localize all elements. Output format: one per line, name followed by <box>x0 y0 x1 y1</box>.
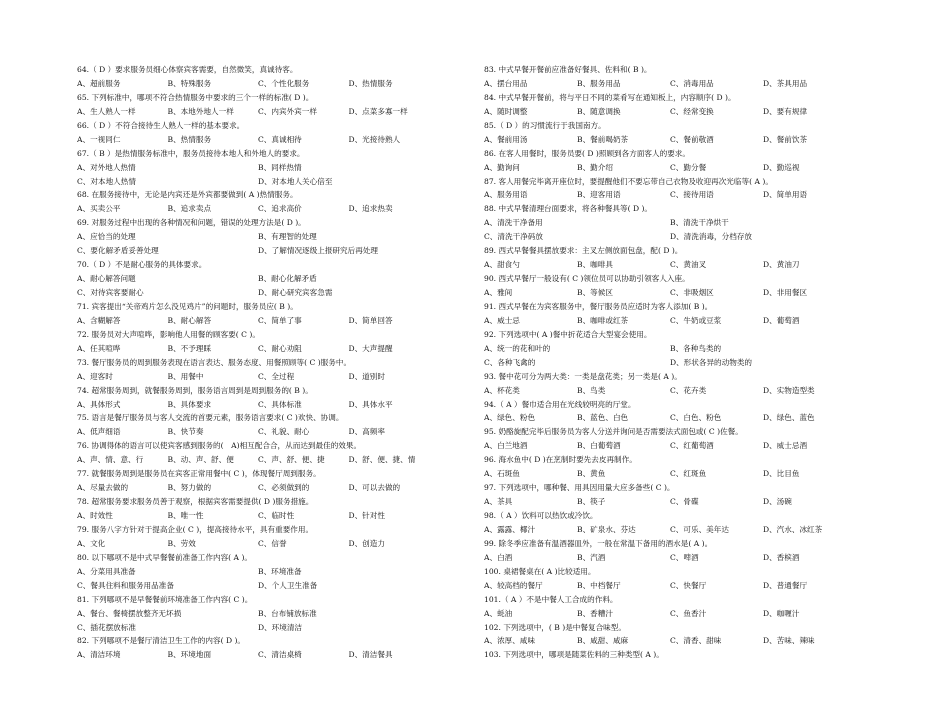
answer-option: C、真诚相待 <box>258 134 302 144</box>
answer-option: C、花卉类 <box>670 385 707 395</box>
question-block <box>484 147 856 175</box>
options-row <box>484 286 856 300</box>
answer-option: A、较高档的餐厅 <box>484 580 543 590</box>
question-block <box>484 370 856 398</box>
question-block <box>77 384 439 412</box>
question-text: 84. 中式早餐开餐前，将与平日不同的菜肴写在通知板上，内容顺序( D )。 <box>484 92 736 102</box>
answer-option: B、耐心解答 <box>167 315 212 325</box>
question-block <box>484 565 856 593</box>
answer-option: A、超前服务 <box>77 78 121 88</box>
answer-option: D、汽水、冰红茶 <box>763 524 823 534</box>
options-row <box>77 202 439 216</box>
answer-option: C、勤分餐 <box>670 162 707 172</box>
options-row <box>484 495 856 509</box>
question-text: 97. 下列选项中，哪种餐、用具因用量大应多备些( C )。 <box>484 483 675 493</box>
left-question-column <box>77 63 439 662</box>
options-row <box>484 314 856 328</box>
answer-option: D、要有规律 <box>763 106 808 116</box>
answer-option: A、雅间 <box>484 288 513 297</box>
options-row <box>77 621 439 635</box>
question-text: 65. 下列标准中，哪项不符合热情服务中要求的三个一样的标准( D )。 <box>77 92 314 102</box>
options-row <box>77 342 439 356</box>
question-text: 79. 服务八字方针对于提高企业( C )，提高接待水平，具有重要作用。 <box>77 524 314 534</box>
answer-option: D、环境清洁 <box>258 622 303 632</box>
options-row <box>77 648 439 662</box>
answer-option: B、动、声、舒、便 <box>167 455 234 465</box>
options-row <box>484 230 856 244</box>
answer-option: A、石斑鱼 <box>484 469 520 479</box>
answer-option: D、茶具用品 <box>763 78 808 88</box>
answer-option: B、环境地面 <box>167 650 212 660</box>
options-row <box>77 565 439 579</box>
question-block <box>77 63 439 91</box>
answer-option: D、耐心研究宾客急需 <box>258 288 333 297</box>
question-block <box>484 119 856 147</box>
question-block <box>77 300 439 328</box>
answer-option: B、白葡萄酒 <box>577 441 621 451</box>
answer-option: C、白色、粉色 <box>670 413 722 423</box>
question-block <box>77 523 439 551</box>
question-text: 80. 以下哪项不是中式早餐餐前准备工作内容( A )。 <box>77 552 253 562</box>
question-text: 64.（ D ）要求服务员细心体察宾客需要，自然微笑，真诚待客。 <box>77 65 298 74</box>
answer-option: C、个性化服务 <box>258 78 310 88</box>
answer-option: C、黄油叉 <box>670 260 707 270</box>
question-block <box>77 258 439 300</box>
answer-option: A、餐前用汤 <box>484 134 528 144</box>
answer-option: A、威士忌 <box>484 315 520 325</box>
answer-option: D、追求热卖 <box>348 204 393 214</box>
question-block <box>77 411 439 439</box>
answer-option: C、牛奶或豆浆 <box>670 315 722 325</box>
options-row <box>77 481 439 495</box>
answer-option: D、实物造型类 <box>763 385 815 395</box>
answer-option: A、低声细语 <box>77 427 121 437</box>
question-block <box>77 356 439 384</box>
answer-option: C、红葡萄酒 <box>670 441 714 451</box>
answer-option: B、筷子 <box>577 497 606 507</box>
answer-option: A、清洗干净备用 <box>484 218 543 228</box>
answer-option: C、非吸烟区 <box>670 288 714 297</box>
answer-option: B、快节奏 <box>167 427 204 437</box>
question-text: 76. 协调得体的语言可以使宾客感到服务的( A)相互配合合，从而达到最佳的效果。 <box>77 441 362 451</box>
answer-option: D、普通餐厅 <box>763 580 808 590</box>
question-block <box>77 467 439 495</box>
answer-option: D、咖喱汁 <box>763 608 800 618</box>
answer-option: C、各种飞禽的 <box>484 357 536 367</box>
answer-option: B、特殊服务 <box>167 78 212 88</box>
answer-option: A、清洁环境 <box>77 650 121 660</box>
answer-option: C、餐前敬酒 <box>670 134 714 144</box>
answer-option: D、热情服务 <box>348 78 393 88</box>
answer-option: B、本地外地人一样 <box>167 106 234 116</box>
question-text: 94.（ A ）餐巾适合用在光线较明亮的厅堂。 <box>484 399 636 409</box>
options-row <box>484 77 856 91</box>
options-row <box>484 384 856 398</box>
answer-option: C、简单了事 <box>258 315 302 325</box>
question-text: 96. 海水鱼中( D )在烹制时要先去皮再制作。 <box>484 455 637 465</box>
answer-option: D、高频率 <box>348 427 385 437</box>
options-row <box>77 230 439 244</box>
question-text: 91. 西式早餐在为宾客服务中，餐厅服务员应适时为客人添加( B )。 <box>484 301 713 311</box>
answer-option: D、香槟酒 <box>763 552 800 562</box>
answer-option: B、中档餐厅 <box>577 580 621 590</box>
answer-option: D、道别时 <box>348 371 385 381</box>
question-block <box>484 593 856 621</box>
question-text: 70.（ D ）不是耐心服务的具体要求。 <box>77 260 207 270</box>
options-row <box>484 634 856 648</box>
answer-option: A、勤询问 <box>484 162 520 172</box>
answer-option: C、清香、甜味 <box>670 636 722 646</box>
answer-option: D、汤碗 <box>763 497 792 507</box>
question-block <box>484 537 856 565</box>
question-block <box>77 216 439 258</box>
answer-option: B、服务用品 <box>577 78 621 88</box>
answer-option: C、要化解矛盾妥善处理 <box>77 246 159 256</box>
question-block <box>484 648 856 662</box>
question-text: 73. 餐厅服务员的周到服务表现在语言表达、服务态度、用餐照顾等( C )服务中。 <box>77 357 352 367</box>
answer-option: C、鱼香汁 <box>670 608 707 618</box>
options-row <box>77 314 439 328</box>
answer-option: D、可以去做的 <box>348 483 401 493</box>
options-row <box>484 523 856 537</box>
question-block <box>77 495 439 523</box>
answer-option: B、唯一性 <box>167 511 204 520</box>
question-text: 90. 西式早餐厅一般设有( C )领位员可以协助引领客人入座。 <box>484 274 690 284</box>
question-text: 86. 在客人用餐时，服务员要( D )照顾到各方面客人的要求。 <box>484 148 690 158</box>
answer-option: B、用餐中 <box>167 371 204 381</box>
answer-option: B、同样热情 <box>258 162 302 172</box>
answer-option: B、热情服务 <box>167 134 212 144</box>
answer-option: D、针对性 <box>348 511 385 520</box>
question-block <box>77 551 439 593</box>
question-block <box>77 593 439 635</box>
answer-option: B、汽酒 <box>577 552 606 562</box>
answer-option: C、必须做到的 <box>258 483 310 493</box>
options-row <box>77 425 439 439</box>
answer-option: B、清洗干净烘干 <box>670 218 729 228</box>
question-text: 100. 桌裙餐桌在( A )比较适用。 <box>484 566 596 576</box>
answer-option: A、统一的花和叶的 <box>484 343 551 353</box>
question-text: 81. 下列哪项不是早餐餐前环境准备工作内容( C )。 <box>77 594 253 604</box>
question-text: 98.（ A ）饮料可以热饮或冷饮。 <box>484 511 598 520</box>
answer-option: D、光接待熟人 <box>348 134 401 144</box>
answer-option: C、礼貌、耐心 <box>258 427 310 437</box>
question-text: 95. 奶酪旋配完毕后服务员为客人分送并询问是否需要法式面包或( C )佐餐。 <box>484 427 743 437</box>
question-block <box>484 328 856 370</box>
answer-option: B、鸟类 <box>577 385 606 395</box>
question-block <box>77 119 439 147</box>
question-block <box>484 63 856 91</box>
question-block <box>77 147 439 189</box>
question-block <box>484 481 856 509</box>
answer-option: D、比目鱼 <box>763 469 800 479</box>
answer-option: D、勤巡视 <box>763 162 800 172</box>
question-text: 92. 下列选项中( A )餐中折花适合大型宴会使用。 <box>484 329 652 339</box>
options-row <box>77 272 439 286</box>
answer-option: D、绿色、蓝色 <box>763 413 815 423</box>
question-text: 69. 对服务过程中出现的各种情况和问题，错误的处理方法是( D )。 <box>77 218 306 228</box>
options-row <box>484 607 856 621</box>
answer-option: B、台布铺放标准 <box>258 608 317 618</box>
answer-option: A、露露、椰汁 <box>484 524 536 534</box>
answer-option: B、努力做的 <box>167 483 212 493</box>
options-row <box>484 342 856 356</box>
answer-option: B、等候区 <box>577 288 613 297</box>
question-block <box>484 425 856 453</box>
options-row <box>484 133 856 147</box>
answer-option: C、餐具住料和服务用品准备 <box>77 580 174 590</box>
options-row <box>77 77 439 91</box>
answer-option: D、大声提醒 <box>348 343 393 353</box>
answer-option: B、不予理睬 <box>167 343 212 353</box>
question-text: 67.（ B ）是热情服务标准中，服务员接待本地人和外地人的要求。 <box>77 148 305 158</box>
options-row <box>77 370 439 384</box>
question-text: 87. 客人用餐完毕离开座位时，要提醒他们不要忘带自己衣物及收迎再次光临等( A )。 <box>484 176 773 186</box>
answer-option: A、餐台、餐椅摆放整齐无坏损 <box>77 608 182 618</box>
answer-option: C、骨碟 <box>670 497 699 507</box>
answer-option: A、摆台用品 <box>484 78 528 88</box>
answer-option: C、临时性 <box>258 511 295 520</box>
options-row <box>77 607 439 621</box>
question-text: 75. 语言是餐厅服务员与客人交流的首要元素，服务语言要求( C )欢快、协调。 <box>77 413 344 423</box>
options-row <box>77 133 439 147</box>
question-text: 83. 中式早餐开餐前应准备好餐具、佐料和( B )。 <box>484 65 652 74</box>
question-block <box>484 300 856 328</box>
answer-option: B、咖啡具 <box>577 260 613 270</box>
answer-option: D、对本地人关心倍至 <box>258 176 333 186</box>
answer-option: A、蚝油 <box>484 608 513 618</box>
answer-option: D、苦味、辣味 <box>763 636 815 646</box>
question-text: 72. 服务员对大声喧哗，影响他人用餐的顾客要( C )。 <box>77 329 260 339</box>
answer-option: C、耐心劝阻 <box>258 343 302 353</box>
answer-option: B、追求卖点 <box>167 204 212 214</box>
answer-option: A、白酒 <box>484 552 513 562</box>
answer-option: B、具体要求 <box>167 399 212 409</box>
right-question-column <box>484 63 856 662</box>
question-block <box>484 509 856 537</box>
answer-option: C、啤酒 <box>670 552 699 562</box>
question-text: 77. 就餐服务周到是服务员在宾客正常用餐中( C )，体现餐厅周到服务。 <box>77 469 321 479</box>
options-row <box>484 356 856 370</box>
question-block <box>484 202 856 244</box>
answer-option: A、文化 <box>77 538 106 548</box>
answer-option: A、时效性 <box>77 511 113 520</box>
options-row <box>484 551 856 565</box>
options-row <box>77 286 439 300</box>
options-row <box>484 411 856 425</box>
answer-option: A、尽量去做的 <box>77 483 129 493</box>
answer-option: D、具体水平 <box>348 399 393 409</box>
answer-option: A、一视同仁 <box>77 134 121 144</box>
question-block <box>484 91 856 119</box>
answer-option: C、清洁桌椅 <box>258 650 302 660</box>
options-row <box>77 105 439 119</box>
answer-option: B、勤介绍 <box>577 162 613 172</box>
question-block <box>484 398 856 426</box>
answer-option: A、浓厚、咸味 <box>484 636 536 646</box>
answer-option: C、声、舒、便、捷 <box>258 455 325 465</box>
answer-option: D、黄油刀 <box>763 260 800 270</box>
answer-option: D、创造力 <box>348 538 385 548</box>
answer-option: D、餐前饮茶 <box>763 134 808 144</box>
answer-option: C、红斑鱼 <box>670 469 707 479</box>
answer-option: A、任其喧哗 <box>77 343 121 353</box>
answer-option: B、矿泉水、芬达 <box>577 524 636 534</box>
answer-option: A、甜食勺 <box>484 260 520 270</box>
answer-option: D、简单回答 <box>348 315 393 325</box>
options-row <box>484 216 856 230</box>
answer-option: C、信誉 <box>258 538 287 548</box>
answer-option: C、插花摆放标准 <box>77 622 136 632</box>
options-row <box>484 579 856 593</box>
options-row <box>484 258 856 272</box>
options-row <box>77 161 439 175</box>
answer-option: B、耐心化解矛盾 <box>258 274 317 284</box>
question-text: 74. 超常服务周到，就餐服务周到，服务语言周到是周到服务的( B )。 <box>77 385 313 395</box>
question-text: 85.（ D ）的习惯流行于我国南方。 <box>484 120 606 130</box>
options-row <box>77 175 439 189</box>
options-row <box>484 105 856 119</box>
answer-option: C、消毒用品 <box>670 78 714 88</box>
question-block <box>484 453 856 481</box>
answer-option: B、咸甜、咸麻 <box>577 636 629 646</box>
answer-option: B、迎客用语 <box>577 190 621 200</box>
answer-option: D、点菜多寡一样 <box>348 106 408 116</box>
options-row <box>77 453 439 467</box>
answer-option: B、蓝色、白色 <box>577 413 629 423</box>
answer-option: C、内宾外宾一样 <box>258 106 317 116</box>
question-text: 82. 下列哪项不是餐厅清洁卫生工作的内容( D )。 <box>77 636 246 646</box>
question-block <box>77 328 439 356</box>
answer-option: C、经常变换 <box>670 106 714 116</box>
options-row <box>484 188 856 202</box>
answer-option: A、分菜用具准备 <box>77 566 136 576</box>
question-block <box>77 634 439 662</box>
answer-option: C、具体标准 <box>258 399 302 409</box>
answer-option: D、简单用语 <box>763 190 808 200</box>
answer-option: A、应恰当的处理 <box>77 232 136 242</box>
answer-option: A、生人熟人一样 <box>77 106 136 116</box>
question-text: 78. 超常服务要求服务员善于观察，根据宾客需要提供( D )服务措施。 <box>77 497 314 507</box>
options-row <box>77 398 439 412</box>
answer-option: C、快餐厅 <box>670 580 707 590</box>
question-text: 101.（ A ）不是中餐人工合成的作料。 <box>484 594 618 604</box>
answer-option: A、绿色、粉色 <box>484 413 536 423</box>
answer-option: C、对待宾客要耐心 <box>77 288 144 297</box>
answer-option: D、清洁餐具 <box>348 650 393 660</box>
question-block <box>77 91 439 119</box>
question-text: 93. 餐中花可分为两大类：一类是盘花类；另一类是( A )。 <box>484 371 682 381</box>
question-text: 66.（ D ）不符合接待生人熟人一样的基本要求。 <box>77 120 245 130</box>
options-row <box>77 537 439 551</box>
question-text: 99. 除冬季应准备有温酒器皿外，一般在常温下备用的酒水是( A )。 <box>484 538 713 548</box>
answer-option: C、清洗干净码放 <box>484 232 543 242</box>
question-text: 89. 西式早餐餐具摆放要求：主叉左侧放面包盘，配( D )。 <box>484 246 683 256</box>
question-block <box>484 244 856 272</box>
answer-option: C、对本地人热情 <box>77 176 136 186</box>
question-block <box>77 439 439 467</box>
options-row <box>77 509 439 523</box>
question-text: 103. 下列选项中，哪项是随菜佐料的三种类型( A )。 <box>484 650 664 660</box>
answer-option: D、清洗消毒，分档存放 <box>670 232 753 242</box>
answer-option: C、接待用语 <box>670 190 714 200</box>
question-block <box>484 175 856 203</box>
answer-option: B、劳效 <box>167 538 196 548</box>
answer-option: B、随意调换 <box>577 106 621 116</box>
answer-option: D、威士忌酒 <box>763 441 808 451</box>
answer-option: A、随时调整 <box>484 106 528 116</box>
answer-option: A、具体形式 <box>77 399 121 409</box>
answer-option: B、各种鸟类的 <box>670 343 722 353</box>
answer-option: A、服务用语 <box>484 190 528 200</box>
answer-option: C、追求高价 <box>258 204 302 214</box>
answer-option: D、舒、便、捷、情 <box>348 455 416 465</box>
answer-option: A、迎客时 <box>77 371 113 381</box>
question-block <box>484 621 856 649</box>
options-row <box>484 467 856 481</box>
answer-option: D、葡萄酒 <box>763 315 800 325</box>
answer-option: A、买卖公平 <box>77 204 121 214</box>
answer-option: A、声、情、意、行 <box>77 455 144 465</box>
answer-option: B、有理智的处理 <box>258 232 317 242</box>
answer-option: B、环境准备 <box>258 566 302 576</box>
answer-option: A、茶具 <box>484 497 513 507</box>
answer-option: D、个人卫生准备 <box>258 580 318 590</box>
question-text: 88. 中式早餐清理台面要求，将各种餐具等( D )。 <box>484 204 653 214</box>
question-text: 102. 下列选项中，( B )是中餐复合味型。 <box>484 622 626 632</box>
question-block <box>484 272 856 300</box>
answer-option: B、餐前喝奶茶 <box>577 134 629 144</box>
options-row <box>484 439 856 453</box>
options-row <box>77 579 439 593</box>
question-block <box>77 188 439 216</box>
answer-option: D、了解情况逐级上报研究后再处理 <box>258 246 378 256</box>
answer-option: B、香糟汁 <box>577 608 613 618</box>
answer-option: D、形状各异的动物类的 <box>670 357 753 367</box>
answer-option: A、耐心解答问题 <box>77 274 136 284</box>
options-row <box>484 161 856 175</box>
answer-option: B、黄鱼 <box>577 469 606 479</box>
answer-option: A、杯花类 <box>484 385 520 395</box>
answer-option: C、全过程 <box>258 371 295 381</box>
answer-option: A、白兰地酒 <box>484 441 528 451</box>
options-row <box>77 244 439 258</box>
answer-option: D、非用餐区 <box>763 288 808 297</box>
answer-option: B、咖啡或红茶 <box>577 315 629 325</box>
question-text: 71. 宾客提出“关帝鸡片怎么没见鸡片”的问题时，服务员应( B )。 <box>77 301 298 311</box>
answer-option: A、含糊解答 <box>77 315 121 325</box>
answer-option: A、对外地人热情 <box>77 162 136 172</box>
answer-option: C、可乐、美年达 <box>670 524 729 534</box>
question-text: 68. 在服务接待中，无论是内宾还是外宾都要做到( A )热情服务。 <box>77 190 298 200</box>
